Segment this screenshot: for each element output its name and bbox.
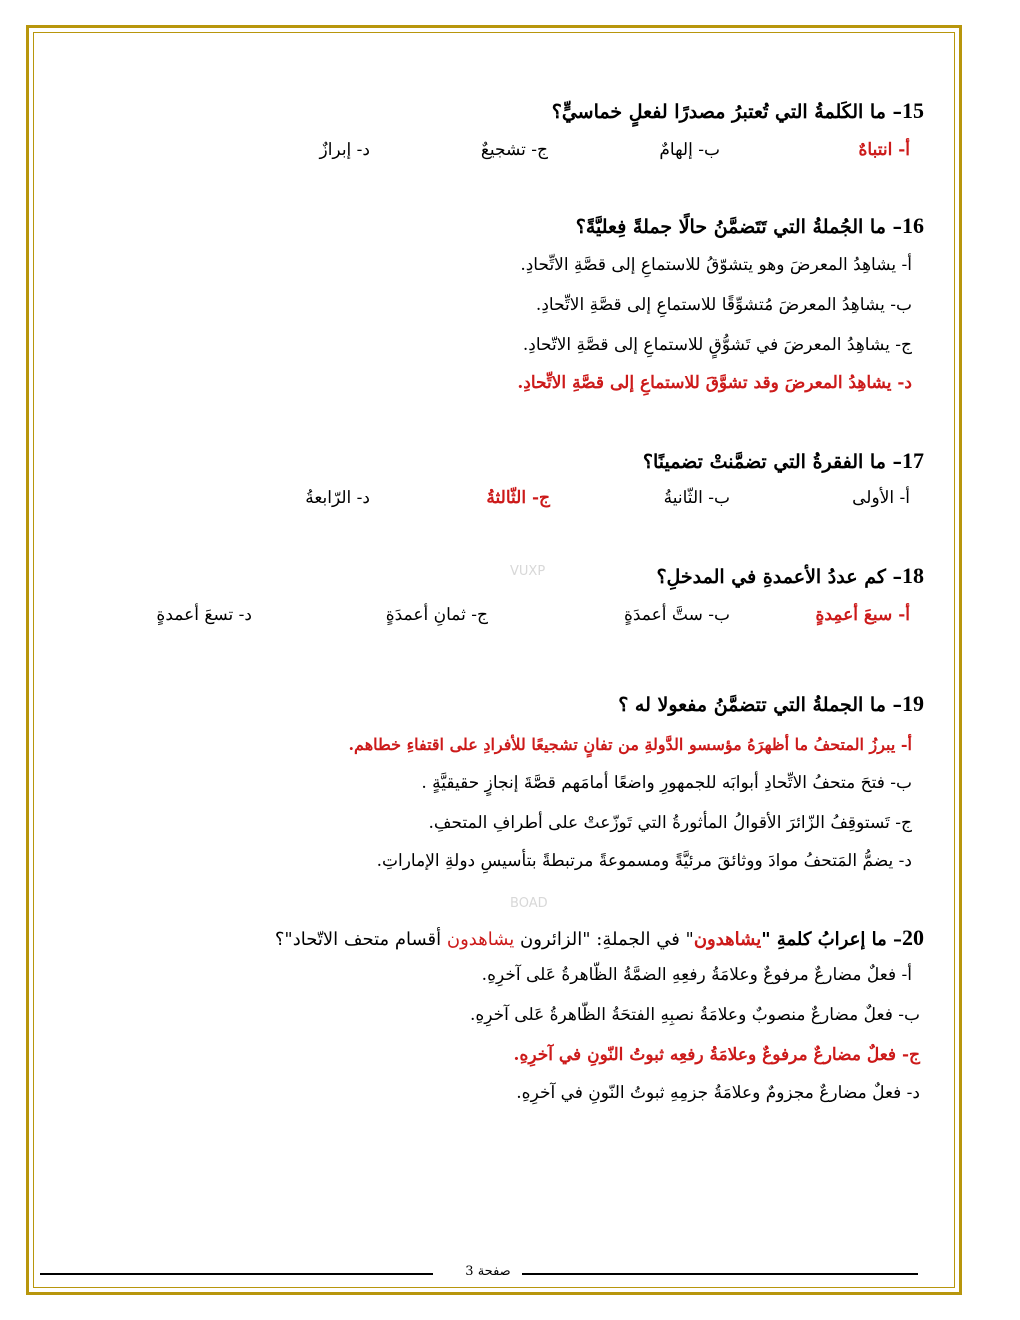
q19-option-c[interactable]: ج- تَستوقِفُ الزّائرَ الأقوالُ المأثورةُ التي تَوزّعتْ على أطرافِ المتحفِ. bbox=[428, 813, 912, 833]
question-19-number: 19 bbox=[902, 691, 924, 716]
q19-option-b[interactable]: ب- فتحَ متحفُ الاتِّحادِ أبوابَه للجمهورِ واضعًا أمامَهم قصَّةَ إنجازٍ حقيقيَّةٍ . bbox=[421, 773, 912, 793]
question-18-number: 18 bbox=[902, 563, 924, 588]
footer-rule-left bbox=[40, 1273, 433, 1275]
question-15 bbox=[552, 98, 924, 124]
question-17-text: – ما الفقرةُ التي تضمَّنتْ تضمينًا؟ bbox=[642, 451, 902, 473]
q20-option-c[interactable]: ج- فعلٌ مضارعٌ مرفوعٌ وعلامَةُ رفعِه ثبوتُ النّونِ في آخرِهِ. bbox=[513, 1045, 920, 1065]
question-15-text: – ما الكَلمةُ التي تُعتبرُ مصدرًا لفعلٍ خماسيٍّ؟ bbox=[551, 101, 902, 123]
watermark-2: BOAD bbox=[510, 896, 548, 911]
q17-option-b[interactable]: ب- الثّانيةُ bbox=[663, 488, 730, 508]
q18-option-d[interactable]: د- تسعَ أعمدةٍ bbox=[156, 605, 252, 625]
q18-option-b[interactable]: ب- ستَّ أعمدَةٍ bbox=[623, 605, 730, 625]
question-16-number: 16 bbox=[902, 213, 924, 238]
q15-option-a[interactable]: أ- انتباهٌ bbox=[858, 140, 910, 160]
q20-option-b[interactable]: ب- فعلٌ مضارعٌ منصوبٌ وعلامَةُ نصبِهِ الفتحَةُ الظّاهرةُ عَلى آخرِهِ. bbox=[469, 1005, 920, 1025]
question-15-number: 15 bbox=[902, 98, 924, 123]
q15-option-c[interactable]: ج- تشجيعٌ bbox=[480, 140, 548, 160]
question-18-text: – كم عددُ الأعمدةِ في المدخلِ؟ bbox=[656, 566, 902, 588]
q19-option-d[interactable]: د- يضمُّ المَتحفُ موادَ ووثائقَ مرئيَّةً ومسموعةً مرتبطةً بتأسيسِ دولةِ الإماراتِ. bbox=[376, 851, 912, 871]
question-17 bbox=[643, 448, 924, 474]
question-20-keyword-2: يشاهدون bbox=[446, 929, 515, 950]
question-20 bbox=[275, 925, 924, 951]
q18-option-a[interactable]: أ- سبعَ أعمِدةٍ bbox=[815, 605, 910, 625]
q20-option-d[interactable]: د- فعلٌ مضارعٌ مجزومٌ وعلامَةُ جزمِهِ ثبوتُ النّونِ في آخرِهِ. bbox=[516, 1083, 920, 1103]
q15-option-b[interactable]: ب- إلهامٌ bbox=[659, 140, 720, 160]
page-number: صفحة 3 bbox=[465, 1264, 511, 1279]
question-19-text: – ما الجملةُ التي تتضمَّنُ مفعولا له ؟ bbox=[618, 694, 902, 716]
q15-option-d[interactable]: د- إبرازٌ bbox=[319, 140, 370, 160]
question-20-text-3: أقسام متحف الاتّحاد"؟ bbox=[274, 929, 447, 950]
q20-option-a[interactable]: أ- فعلٌ مضارعٌ مرفوعٌ وعلامَةُ رفعِهِ الضمَّةُ الظّاهرةُ عَلى آخرِهِ. bbox=[481, 965, 912, 985]
q17-option-d[interactable]: د- الرّابعةُ bbox=[305, 488, 370, 508]
q17-option-a[interactable]: أ- الأولى bbox=[852, 488, 910, 508]
question-16-text: – ما الجُملةُ التي تَتَضمَّنُ حالًا جملةً فِعليَّةً؟ bbox=[575, 216, 902, 238]
question-17-number: 17 bbox=[902, 448, 924, 473]
q16-option-c[interactable]: ج- يشاهِدُ المعرضَ في تَشوُّقٍ للاستماعِ إلى قصَّةِ الاتّحادِ. bbox=[522, 335, 912, 355]
question-18 bbox=[656, 563, 924, 589]
question-16 bbox=[576, 213, 924, 239]
q16-option-b[interactable]: ب- يشاهِدُ المعرضَ مُتشوِّقًا للاستماعِ إلى قصَّةِ الاتِّحادِ. bbox=[535, 295, 912, 315]
question-20-number: 20 bbox=[902, 925, 924, 950]
question-20-text-1: – ما إعرابُ كلمةِ " bbox=[761, 929, 902, 950]
watermark-1: VUXP bbox=[510, 564, 546, 579]
question-19 bbox=[618, 691, 924, 717]
q18-option-c[interactable]: ج- ثمانِ أعمدَةٍ bbox=[385, 605, 488, 625]
q19-option-a[interactable]: أ- يبرزُ المتحفُ ما أظهرَهُ مؤسسو الدَّولةِ من تفانٍ تشجيعًا للأفرادِ على اقتفاءِ خطاهم. bbox=[348, 735, 912, 754]
footer-rule-right bbox=[522, 1273, 918, 1275]
q17-option-c[interactable]: ج- الثّالثةُ bbox=[486, 488, 550, 508]
question-20-text-2: " في الجملةِ: "الزائرون bbox=[514, 929, 694, 950]
q16-option-d[interactable]: د- يشاهِدُ المعرضَ وقد تشوَّقَ للاستماعِ إلى قصَّةِ الاتِّحادِ. bbox=[517, 373, 912, 393]
q16-option-a[interactable]: أ- يشاهِدُ المعرضَ وهو يتشوّقُ للاستماعِ إلى قصَّةِ الاتِّحادِ. bbox=[520, 255, 912, 275]
question-20-keyword: يشاهدون bbox=[693, 929, 762, 950]
